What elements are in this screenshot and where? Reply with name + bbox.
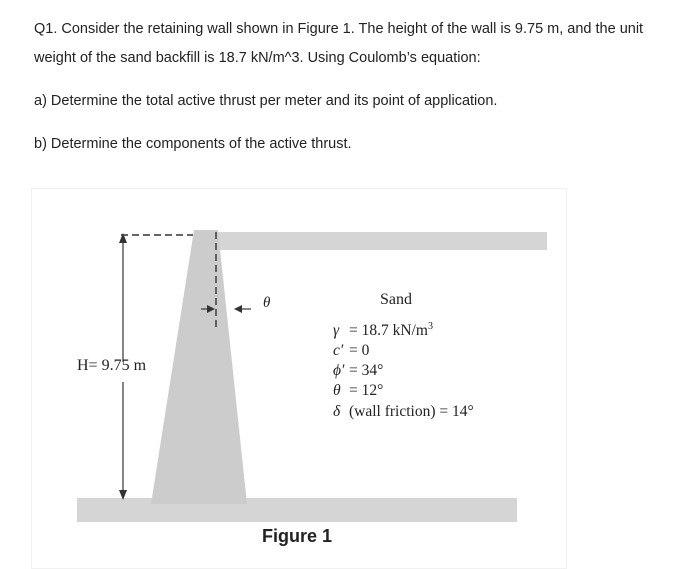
height-label: H= 9.75 m xyxy=(77,357,147,374)
theta-property-symbol: θ xyxy=(333,382,341,399)
backfill-surface xyxy=(217,232,547,250)
base-ground xyxy=(77,498,517,522)
retaining-wall-figure xyxy=(31,188,567,569)
theta-label: θ xyxy=(263,295,271,311)
cohesion-symbol: c′ xyxy=(333,342,344,359)
question-line-1: Q1. Consider the retaining wall shown in Figure 1. The height of the wall is 9.75 m, and the unit xyxy=(34,21,644,37)
material-title: Sand xyxy=(380,291,412,308)
question-line-2: weight of the sand backfill is 18.7 kN/m^3. Using Coulomb’s equation: xyxy=(34,50,481,66)
phi-symbol: ϕ′ xyxy=(333,362,345,379)
delta-symbol: δ xyxy=(333,403,341,420)
gamma-value: = 18.7 $kN/m^3$ xyxy=(349,321,433,339)
phi-value: = 34° xyxy=(349,362,384,379)
question-part-a: a) Determine the total active thrust per meter and its point of application. xyxy=(34,93,498,109)
figure-caption: Figure 1 xyxy=(262,526,333,546)
delta-value: (wall friction) = 14° xyxy=(349,403,474,420)
theta-property-value: = 12° xyxy=(349,382,384,399)
question-part-b: b) Determine the components of the active thrust. xyxy=(34,136,352,152)
cohesion-value: = 0 xyxy=(349,342,370,359)
gamma-symbol: γ xyxy=(333,322,340,339)
